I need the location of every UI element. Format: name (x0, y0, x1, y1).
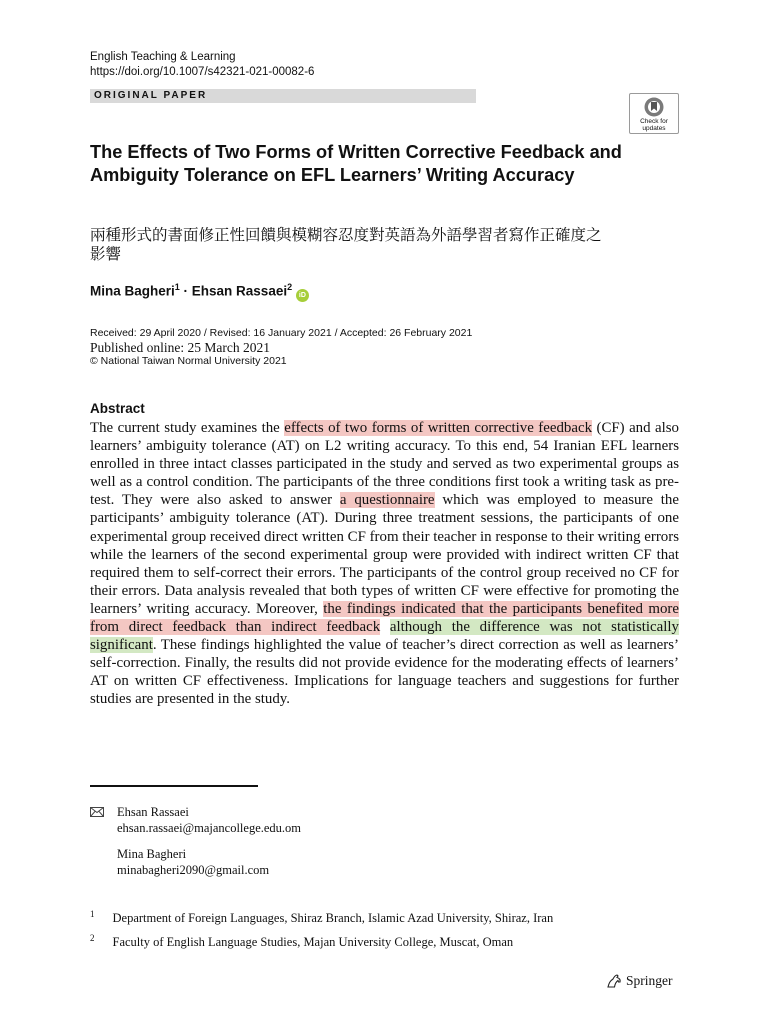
contact-email[interactable]: minabagheri2090@gmail.com (117, 863, 270, 877)
check-line2: updates (642, 125, 666, 132)
contact-name: Mina Bagheri (117, 847, 187, 861)
published-online: Published online: 25 March 2021 (90, 340, 270, 355)
highlight-red: the findings indicated that the participants benefited more from direct feedback than indirect feedback (90, 600, 679, 636)
author-name[interactable]: Mina Bagheri (90, 283, 175, 299)
author-separator: · (179, 283, 192, 299)
contact-email[interactable]: ehsan.rassaei@majancollege.edu.om (117, 821, 302, 835)
orcid-icon[interactable]: iD (296, 289, 309, 302)
abstract-text (380, 619, 390, 635)
check-line1: Check for (640, 118, 668, 125)
journal-name: English Teaching & Learning (90, 51, 236, 63)
abstract-text: (CF) and also learners’ ambiguity tolerance (AT) on L2 writing accuracy. To this end, 54 Iranian EFL learners enrolled in three intact classes participated in the study and served as two experimental groups as well as a control condition. The participants of the three conditions first took a writing task as pre-test. They were also asked to answer (90, 420, 679, 509)
author-line (90, 282, 309, 302)
bookmark-refresh-icon (643, 97, 665, 117)
contact-name: Ehsan Rassaei (117, 805, 189, 819)
author-name[interactable]: Ehsan Rassaei (191, 283, 288, 299)
affiliation-number: 2 (90, 933, 95, 943)
article-dates: Received: 29 April 2020 / Revised: 16 January 2021 / Accepted: 26 February 2021 (90, 327, 473, 339)
highlight-green: although the difference was not statistically significant (90, 619, 679, 654)
abstract-heading: Abstract (90, 401, 145, 416)
author-affiliation-ref: 1 (174, 282, 180, 292)
copyright-line: © National Taiwan Normal University 2021 (90, 355, 287, 367)
abstract-text: which was employed to measure the participants’ ambiguity tolerance (AT). During three treatment sessions, the participants of one experimental group received direct written CF from their teacher in response to their writing errors while the learners of the second experimental group were provided with indirect written CF that required them to self-correct their errors. The participants of the control group received no CF for their errors. Data analysis revealed that both types of written CF were effective for promoting the learners’ writing accuracy. Moreover, (90, 492, 679, 617)
affiliation-text: Faculty of English Language Studies, Majan University College, Muscat, Oman (112, 935, 514, 949)
envelope-icon (90, 807, 104, 817)
publisher-logo (606, 973, 673, 989)
article-type-banner: ORIGINAL PAPER (90, 89, 476, 103)
springer-horse-icon (606, 974, 622, 989)
affiliation-number: 1 (90, 909, 95, 919)
affiliation-2 (90, 935, 513, 950)
affiliation-1 (90, 911, 553, 926)
journal-header (90, 50, 314, 80)
author-affiliation-ref: 2 (287, 282, 293, 292)
abstract-text: . These findings highlighted the value of teacher’s direct correction as well as learners’ self-correction. Finally, the results did not provide evidence for the moderating effects of learners’ AT on written CF effectiveness. Implications for language teachers and suggestions for further studies are presented in the study. (90, 637, 679, 708)
footnote-divider (90, 785, 258, 787)
paper-title-chinese: 兩種形式的書面修正性回饋與模糊容忍度對英語為外語學習者寫作正確度之影響 (90, 227, 602, 263)
publisher-name: Springer (626, 973, 673, 988)
abstract-text: The current study examines the (90, 420, 285, 436)
check-for-updates-badge[interactable] (629, 93, 679, 134)
highlight-red: a questionnaire (339, 492, 435, 509)
doi-link[interactable]: https://doi.org/10.1007/s42321-021-00082-6 (90, 66, 315, 78)
highlight-red: effects of two forms of written corrective feedback (284, 420, 593, 436)
abstract-body (90, 419, 679, 709)
paper-title: The Effects of Two Forms of Written Corrective Feedback and Ambiguity Tolerance on EFL Learners’ Writing Accuracy (90, 142, 622, 185)
affiliation-text: Department of Foreign Languages, Shiraz Branch, Islamic Azad University, Shiraz, Iran (112, 911, 554, 925)
